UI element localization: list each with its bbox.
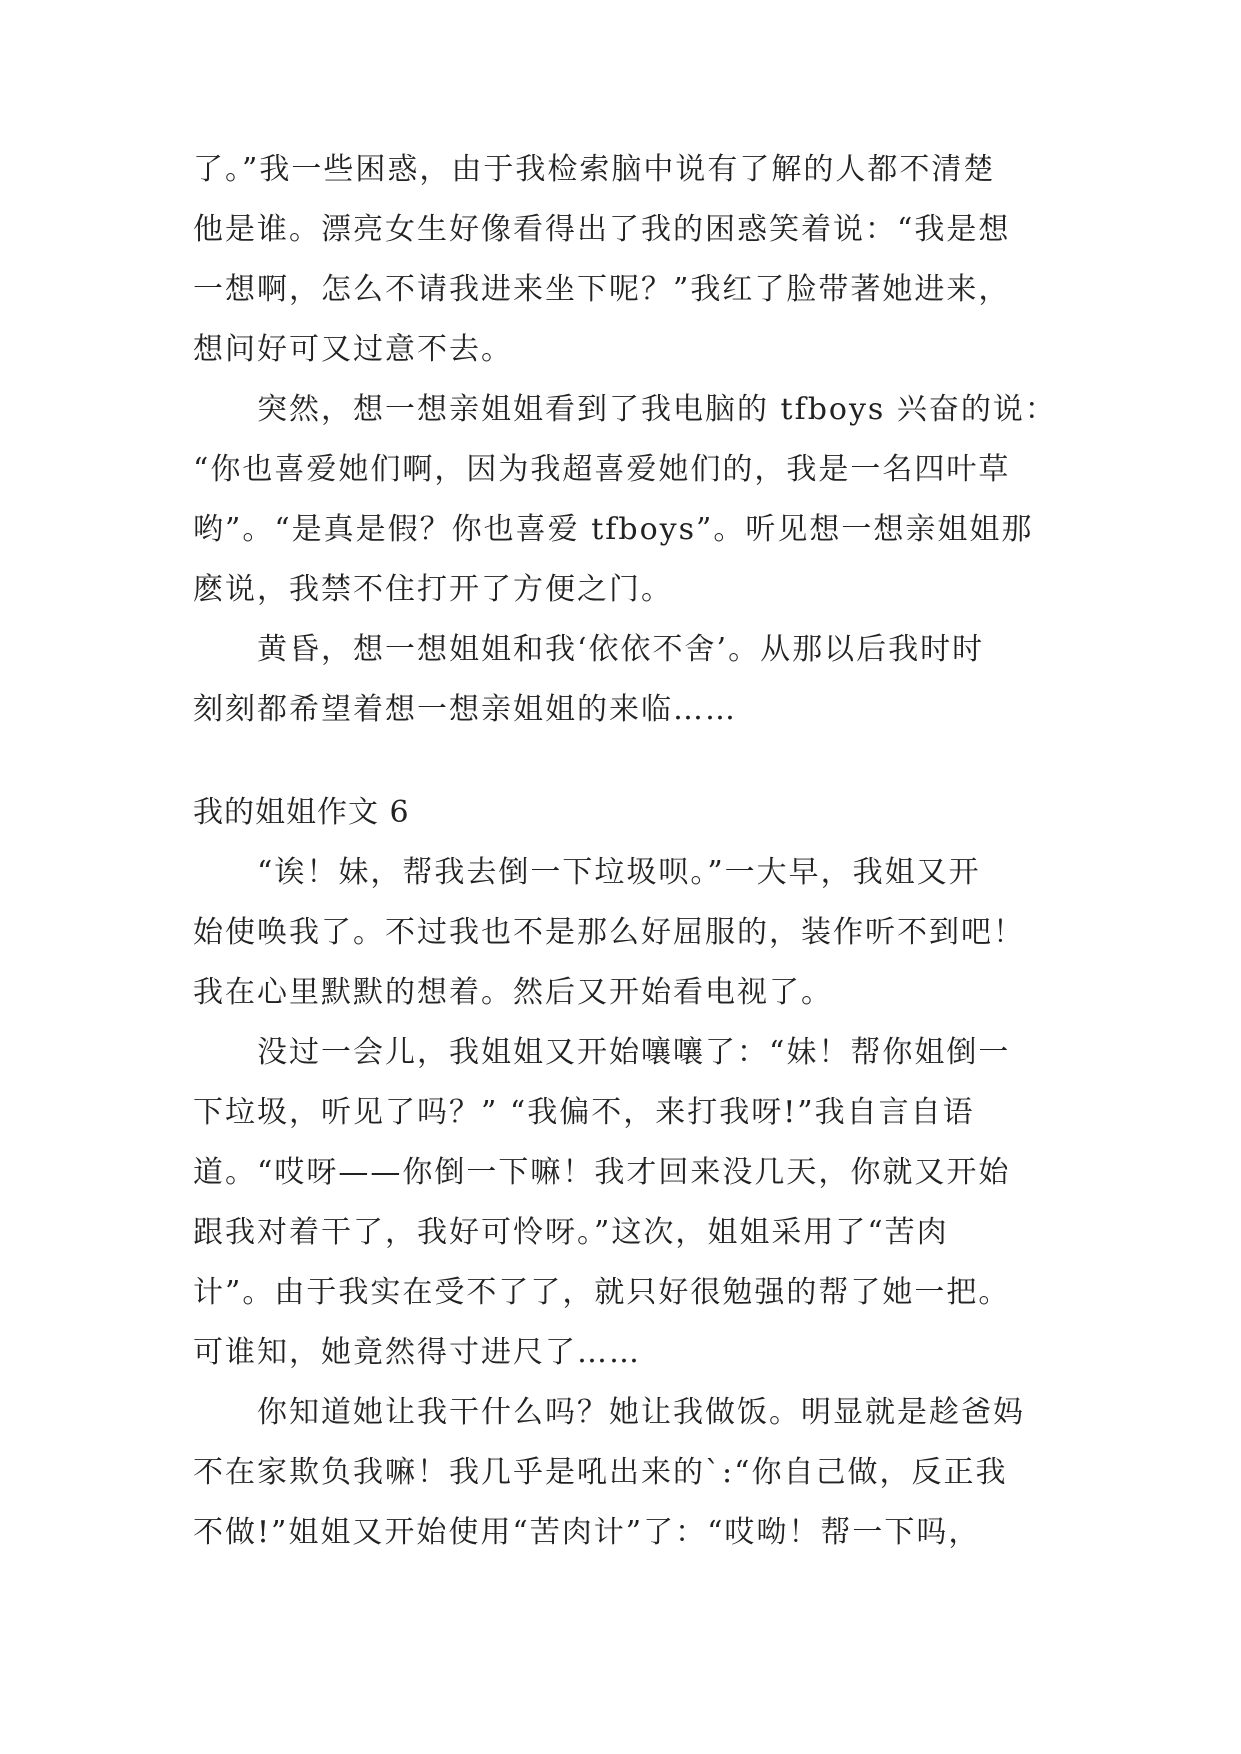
text-line: 跟我对着干了，我好可怜呀。”这次，姐姐采用了“苦肉: [193, 1215, 949, 1250]
text-line: 你知道她让我干什么吗？她让我做饭。明显就是趁爸妈: [193, 1395, 1025, 1430]
text-line: 始使唤我了。不过我也不是那么好屈服的，装作听不到吧！: [193, 915, 1025, 950]
text-line: “诶！妹，帮我去倒一下垃圾呗。”一大早，我姐又开: [193, 855, 981, 890]
section-heading: 我的姐姐作文 6: [193, 795, 410, 830]
text-line: 想问好可又过意不去。: [193, 332, 513, 367]
text-line: 下垃圾，听见了吗？” “我偏不，来打我呀!”我自言自语: [193, 1095, 975, 1130]
text-line: 黄昏，想一想姐姐和我‘依依不舍’。从那以后我时时: [193, 632, 985, 667]
text-line: 不做!”姐姐又开始使用“苦肉计”了：“哎呦！帮一下吗，: [193, 1515, 981, 1550]
text-line: 一想啊，怎么不请我进来坐下呢？”我红了脸带著她进来，: [193, 272, 1011, 307]
text-line: 道。“哎呀——你倒一下嘛！我才回来没几天，你就又开始: [193, 1155, 1011, 1190]
text-line: 了。”我一些困惑，由于我检索脑中说有了解的人都不清楚: [193, 152, 996, 187]
text-line: 麽说，我禁不住打开了方便之门。: [193, 572, 673, 607]
text-line: 没过一会儿，我姐姐又开始嚷嚷了：“妹！帮你姐倒一: [193, 1035, 1011, 1070]
text-line: “你也喜爱她们啊，因为我超喜爱她们的，我是一名四叶草: [193, 452, 1011, 487]
text-line: 计”。由于我实在受不了了，就只好很勉强的帮了她一把。: [193, 1275, 1011, 1310]
text-line: 刻刻都希望着想一想亲姐姐的来临……: [193, 692, 737, 727]
text-line: 突然，想一想亲姐姐看到了我电脑的 tfboys 兴奋的说：: [193, 392, 1057, 427]
text-line: 哟”。“是真是假？你也喜爱 tfboys”。听见想一想亲姐姐那: [193, 512, 1034, 547]
text-line: 他是谁。漂亮女生好像看得出了我的困惑笑着说：“我是想: [193, 212, 1011, 247]
text-line: 我在心里默默的想着。然后又开始看电视了。: [193, 975, 833, 1010]
text-line: 不在家欺负我嘛！我几乎是吼出来的`:“你自己做，反正我: [193, 1455, 1008, 1490]
text-line: 可谁知，她竟然得寸进尺了……: [193, 1335, 641, 1370]
